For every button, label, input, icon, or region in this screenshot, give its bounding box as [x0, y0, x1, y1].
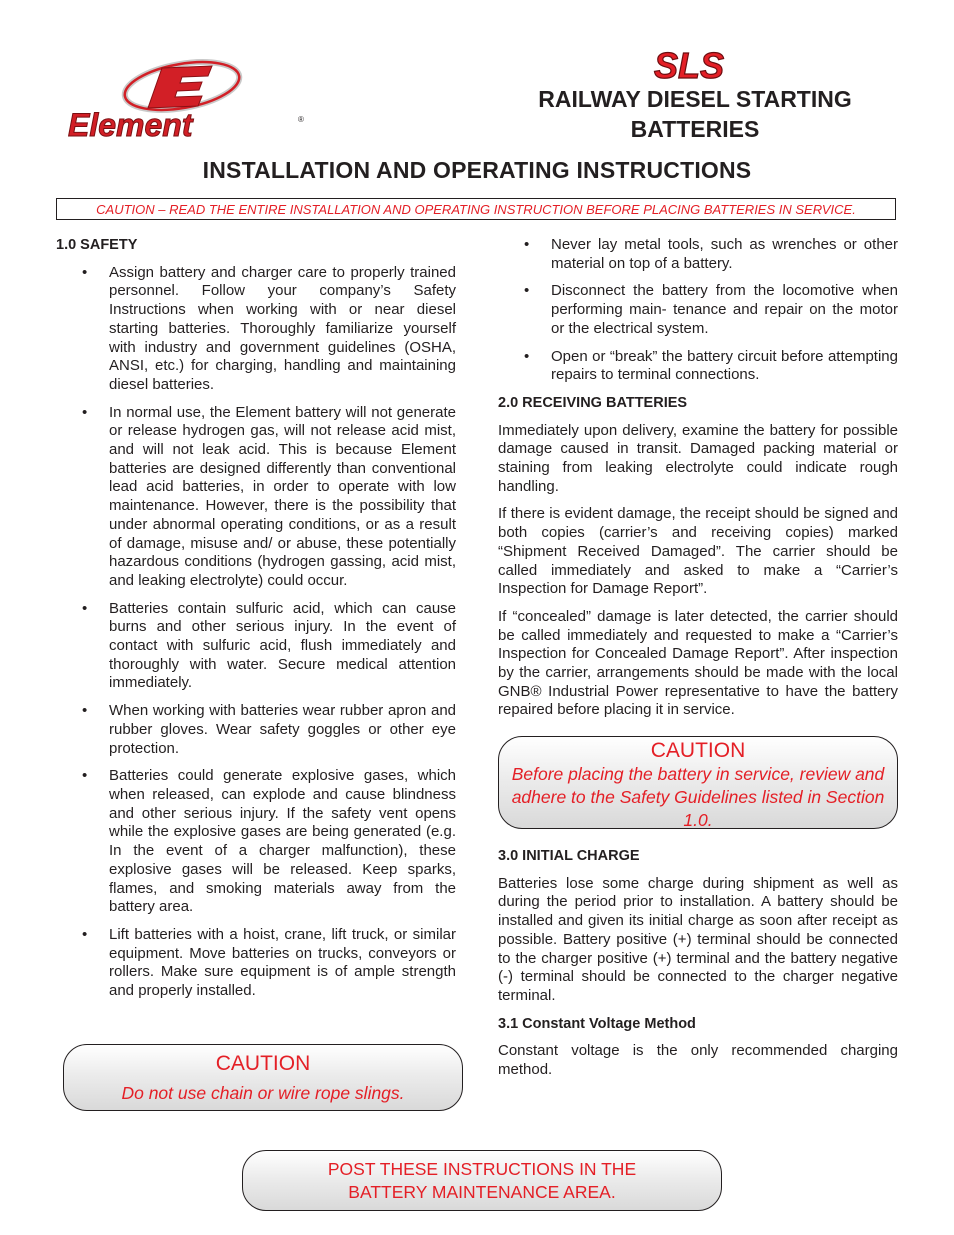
paragraph: If “concealed” damage is later detected, the carrier should be called immediately and requested to make a “Carrier’s Inspection for Concealed Damage Report”. After inspection by the carrier, arrangements should be made with the local GNB® Industrial Power representative to have the battery repaired before placing it in service.: [498, 607, 898, 719]
list-item: [56, 702, 456, 758]
caution-title: CAUTION: [215, 1052, 311, 1075]
caution-text: Do not use chain or wire rope slings.: [121, 1083, 405, 1103]
subtitle-line-2: BATTERIES: [630, 116, 760, 142]
sls-wordmark: SLS: [654, 45, 725, 86]
logo-wordmark: Element: [68, 107, 193, 143]
bullet-icon: •: [524, 236, 530, 253]
bullet-icon: •: [82, 403, 88, 421]
bullet-icon: •: [524, 282, 530, 300]
list-item-text: Batteries could generate explosive gases, which when released, can explode and cause blindness and other serious injury. If the safety vent opens while the explosive gases are being generated (e.g. In the event of a charger malfunction), these explosive gases will be released. Keep sparks, flames, and smoking materials away from the battery area.: [109, 767, 456, 916]
list-item-text: When working with batteries wear rubber apron and rubber gloves. Wear safety goggles or other eye protection.: [109, 702, 456, 757]
element-logo: [62, 56, 312, 146]
bullet-icon: •: [82, 925, 88, 943]
list-item: [56, 926, 456, 1001]
paragraph: Batteries lose some charge during shipment as well as during the period prior to installation. A battery should be installed and given its initial charge as soon after receipt as possible. Battery positive (+) terminal should be connected to the charger positive (+) terminal and the battery negative (-) terminal should be connected to the charger negative terminal.: [498, 874, 898, 1004]
right-column-lower: [498, 847, 898, 1089]
sls-logo: [648, 44, 738, 86]
section-heading-constant-voltage: 3.1 Constant Voltage Method: [498, 1015, 696, 1032]
bullet-icon: •: [82, 599, 88, 617]
list-item: [498, 282, 898, 338]
list-item-text: Assign battery and charger care to properly trained personnel. Follow your company’s Safety Instructions when working with or near diesel starting batteries. Thoroughly familiarize yourself with industry and government guidelines (OSHA, ANSI, etc.) for charging, handling and maintaining diesel batteries.: [109, 263, 456, 393]
paragraph: Immediately upon delivery, examine the battery for possible damage caused in transit. Damaged packing material or staining from leaking electrolyte could indicate rough handling.: [498, 421, 898, 495]
right-column: [498, 236, 898, 729]
caution-safety-box: [498, 736, 898, 829]
list-item: [498, 236, 898, 273]
bullet-icon: •: [82, 702, 88, 720]
paragraph: Constant voltage is the only recommended charging method.: [498, 1042, 898, 1079]
safety-list: [56, 264, 456, 1001]
bullet-icon: •: [524, 347, 530, 365]
caution-slings-box: [63, 1044, 463, 1111]
svg-text:®: ®: [298, 115, 304, 124]
section-heading-initial-charge: 3.0 INITIAL CHARGE: [498, 848, 640, 864]
list-item-text: Open or “break” the battery circuit before attempting repairs to terminal connections.: [551, 347, 898, 384]
safety-list-continued: [498, 236, 898, 385]
caution-title: CAUTION: [650, 739, 746, 762]
subtitle-line-1: RAILWAY DIESEL STARTING: [538, 86, 852, 112]
caution-text: Before placing the battery in service, review and adhere to the Safety Guidelines listed in Section 1.0.: [511, 764, 885, 830]
list-item: [56, 404, 456, 591]
list-item-text: Disconnect the battery from the locomotive when performing main- tenance and repair on the motor or the electrical system.: [551, 282, 898, 337]
list-item: [56, 600, 456, 694]
list-item-text: Never lay metal tools, such as wrenches or other material on top of a battery.: [551, 236, 898, 272]
section-heading-receiving: 2.0 RECEIVING BATTERIES: [498, 394, 688, 411]
product-subtitle: [500, 84, 890, 144]
paragraph: If there is evident damage, the receipt should be signed and both copies (carrier’s and receiving copies) marked “Shipment Received Damaged”. The carrier should be called immediately and asked to make a “Carrier’s Inspection for Damage Report”.: [498, 505, 898, 598]
list-item: [498, 348, 898, 385]
list-item-text: In normal use, the Element battery will not generate or release hydrogen gas, will not release acid mist, and will not leak acid. This is because Element batteries are designed differently than conventional lead acid batteries, in order to operate with low maintenance. However, there is the possibility that under abnormal operating conditions, or as a result of damage, misuse and/ or abuse, these potentially hazardous conditions (hydrogen gassing, acid mist, and leaking electrolyte) could occur.: [109, 403, 456, 589]
post-line-2: BATTERY MAINTENANCE AREA.: [348, 1182, 616, 1202]
bullet-icon: •: [82, 767, 88, 785]
list-item-text: Batteries contain sulfuric acid, which can cause burns and other serious injury. In the event of contact with sulfuric acid, flush immediately and thoroughly with water. Secure medical attention immediately.: [109, 599, 456, 692]
section-heading-safety: 1.0 SAFETY: [56, 237, 138, 253]
post-line-1: POST THESE INSTRUCTIONS IN THE: [327, 1159, 637, 1179]
list-item: [56, 264, 456, 395]
page-title: INSTALLATION AND OPERATING INSTRUCTIONS: [202, 157, 752, 183]
list-item: [56, 767, 456, 917]
left-column: [56, 236, 456, 1010]
caution-banner: CAUTION – READ THE ENTIRE INSTALLATION AND OPERATING INSTRUCTION BEFORE PLACING BATTERIES IN SERVICE.: [56, 198, 896, 220]
bullet-icon: •: [82, 263, 88, 281]
list-item-text: Lift batteries with a hoist, crane, lift truck, or similar equipment. Move batteries on trucks, conveyors or rollers. Make sure equipment is of ample strength and properly installed.: [109, 925, 456, 1000]
post-instructions-box: [242, 1150, 722, 1211]
